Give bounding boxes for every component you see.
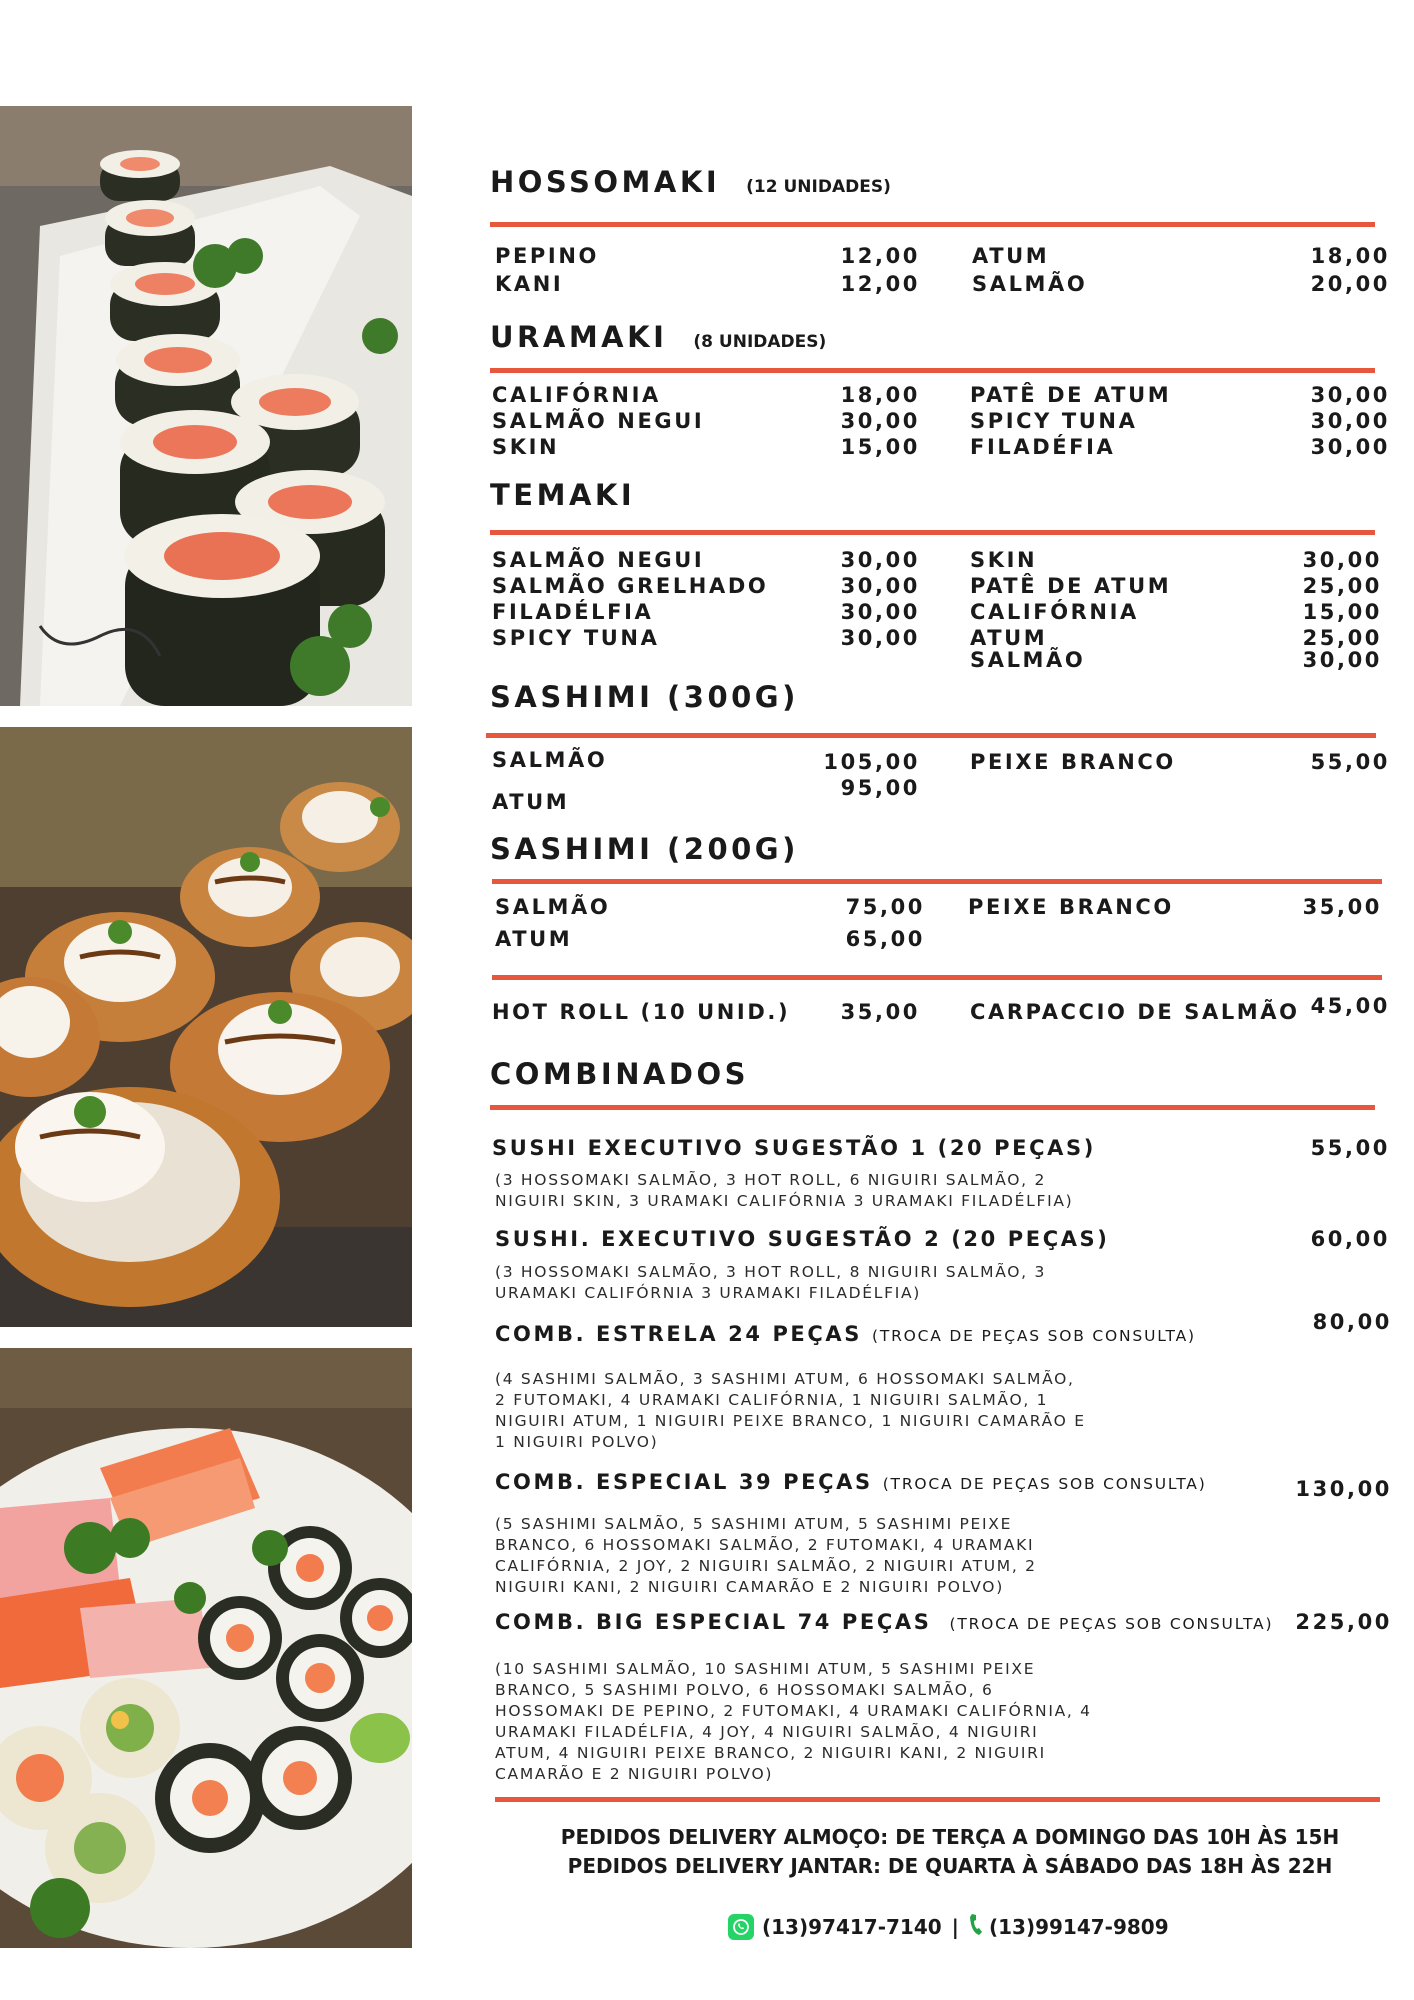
divider [492,975,1382,980]
combo-price: 130,00 [1295,1477,1392,1501]
item-name: SALMÃO [970,648,1086,672]
combo-description: (3 HOSSOMAKI SALMÃO, 3 HOT ROLL, 6 NIGUIRI SALMÃO, 2 NIGUIRI SKIN, 3 URAMAKI CALIFÓRNIA 3 URAMAKI FILADÉLFIA) [495,1171,1074,1210]
item-name: SKIN [970,548,1038,572]
combo-description: (10 SASHIMI SALMÃO, 10 SASHIMI ATUM, 5 SASHIMI PEIXE BRANCO, 5 SASHIMI POLVO, 6 HOSSOMAKI SALMÃO, 6 HOSSOMAKI DE PEPINO, 2 FUTOMAKI, 4 URAMAKI CALIFÓRNIA, 4 URAMAKI FILADÉLFIA, 4 JOY, 4 NIGUIRI SALMÃO, 4 NIGUIRI ATUM, 4 NIGUIRI PEIXE BRANCO, 2 NIGUIRI KANI, 2 NIGUIRI CAMARÃO E 2 NIGUIRI POLVO) [495,1660,1092,1783]
item-name: PATÊ DE ATUM [970,574,1172,598]
item-name: SALMÃO NEGUI [492,548,705,572]
item-price: 75,00 [845,895,925,919]
uramaki-units: (8 UNIDADES) [693,332,827,352]
item-name: ATUM [492,790,570,814]
item-price: 30,00 [1310,409,1390,433]
combo-note: (TROCA DE PEÇAS SOB CONSULTA) [882,1475,1207,1493]
section-title-sashimi-200g: SASHIMI (200G) [490,832,799,866]
hossomaki-units: (12 UNIDADES) [746,177,891,197]
combo-name: SUSHI. EXECUTIVO SUGESTÃO 2 (20 PEÇAS) [495,1227,1110,1251]
item-name: CALIFÓRNIA [970,600,1139,624]
item-price: 30,00 [840,548,920,572]
divider [490,222,1375,227]
section-title-uramaki: URAMAKI (8 UNIDADES) [490,320,827,354]
item-name: SALMÃO [495,895,611,919]
combo-name: COMB. BIG ESPECIAL 74 PEÇAS (TROCA DE PEÇAS SOB CONSULTA) [495,1610,1274,1634]
item-price: 30,00 [1302,548,1382,572]
item-price: 45,00 [1310,994,1390,1018]
item-price: 12,00 [840,244,920,268]
item-price: 95,00 [840,776,920,800]
combo-note: (TROCA DE PEÇAS SOB CONSULTA) [949,1615,1274,1633]
delivery-dinner-hours: PEDIDOS DELIVERY JANTAR: DE QUARTA À SÁBADO DAS 18H ÀS 22H [567,1854,1333,1878]
whatsapp-icon [728,1914,754,1940]
item-name: SALMÃO [972,272,1088,296]
item-price: 30,00 [1310,383,1390,407]
item-name: KANI [495,272,564,296]
divider [490,1105,1375,1110]
item-price: 30,00 [1302,648,1382,672]
item-price: 35,00 [840,1000,920,1024]
section-title-combinados: COMBINADOS [490,1057,750,1091]
section-title-sashimi-300g: SASHIMI (300G) [490,680,799,714]
item-name: SALMÃO [492,748,608,772]
item-name: SALMÃO GRELHADO [492,574,769,598]
divider [490,368,1375,373]
item-name: PEIXE BRANCO [970,750,1176,774]
item-price: 30,00 [840,600,920,624]
item-name: PEPINO [495,244,599,268]
item-name: SKIN [492,435,560,459]
combo-price: 60,00 [1310,1227,1390,1251]
combo-name: SUSHI EXECUTIVO SUGESTÃO 1 (20 PEÇAS) [492,1136,1096,1160]
item-price: 30,00 [840,574,920,598]
divider [492,879,1382,884]
combo-description: (3 HOSSOMAKI SALMÃO, 3 HOT ROLL, 8 NIGUIRI SALMÃO, 3 URAMAKI CALIFÓRNIA 3 URAMAKI FILADÉLFIA) [495,1263,1047,1302]
divider [486,733,1376,738]
item-name: FILADÉLFIA [492,600,654,624]
item-price: 30,00 [840,409,920,433]
item-price: 25,00 [1302,574,1382,598]
item-price: 25,00 [1302,626,1382,650]
item-price: 20,00 [1310,272,1390,296]
phone-icon [969,1912,985,1941]
item-price: 12,00 [840,272,920,296]
combo-price: 225,00 [1295,1610,1392,1634]
item-price: 65,00 [845,927,925,951]
item-price: 15,00 [1302,600,1382,624]
item-price: 30,00 [840,626,920,650]
item-name: SPICY TUNA [492,626,660,650]
divider [495,1797,1380,1802]
item-price: 30,00 [1310,435,1390,459]
divider [490,530,1375,535]
item-name: HOT ROLL (10 UNID.) [492,1000,791,1024]
item-name: CALIFÓRNIA [492,383,661,407]
item-name: FILADÉFIA [970,435,1116,459]
combo-name: COMB. ESTRELA 24 PEÇAS (TROCA DE PEÇAS SOB CONSULTA) [495,1322,1196,1346]
item-price: 105,00 [823,750,920,774]
separator: | [951,1914,959,1939]
section-title-hossomaki: HOSSOMAKI (12 UNIDADES) [490,165,891,199]
phone-number[interactable]: (13)99147-9809 [988,1914,1169,1939]
item-name: SALMÃO NEGUI [492,409,705,433]
item-name: SPICY TUNA [970,409,1138,433]
item-name: ATUM [495,927,573,951]
item-price: 15,00 [840,435,920,459]
item-name: ATUM [972,244,1050,268]
combo-price: 55,00 [1310,1136,1390,1160]
item-price: 55,00 [1310,750,1390,774]
item-price: 35,00 [1302,895,1382,919]
item-name: PATÊ DE ATUM [970,383,1172,407]
delivery-lunch-hours: PEDIDOS DELIVERY ALMOÇO: DE TERÇA A DOMINGO DAS 10H ÀS 15H [560,1825,1340,1849]
combo-name: COMB. ESPECIAL 39 PEÇAS (TROCA DE PEÇAS SOB CONSULTA) [495,1470,1207,1494]
item-name: CARPACCIO DE SALMÃO [970,1000,1300,1024]
section-title-temaki: TEMAKI [490,478,636,512]
combo-note: (TROCA DE PEÇAS SOB CONSULTA) [871,1327,1196,1345]
combo-description: (4 SASHIMI SALMÃO, 3 SASHIMI ATUM, 6 HOSSOMAKI SALMÃO, 2 FUTOMAKI, 4 URAMAKI CALIFÓRNIA, 1 NIGUIRI SALMÃO, 1 NIGUIRI ATUM, 1 NIGUIRI PEIXE BRANCO, 1 NIGUIRI CAMARÃO E 1 NIGUIRI POLVO) [495,1370,1086,1451]
contact-phones [728,1912,1169,1941]
item-price: 18,00 [1310,244,1390,268]
combo-description: (5 SASHIMI SALMÃO, 5 SASHIMI ATUM, 5 SASHIMI PEIXE BRANCO, 6 HOSSOMAKI SALMÃO, 2 FUTOMAKI, 4 URAMAKI CALIFÓRNIA, 2 JOY, 2 NIGUIRI SALMÃO, 2 NIGUIRI ATUM, 2 NIGUIRI KANI, 2 NIGUIRI CAMARÃO E 2 NIGUIRI POLVO) [495,1515,1037,1596]
item-name: ATUM [970,626,1048,650]
combo-price: 80,00 [1312,1310,1392,1334]
item-name: PEIXE BRANCO [968,895,1174,919]
item-price: 18,00 [840,383,920,407]
whatsapp-number[interactable]: (13)97417-7140 [762,1914,942,1939]
